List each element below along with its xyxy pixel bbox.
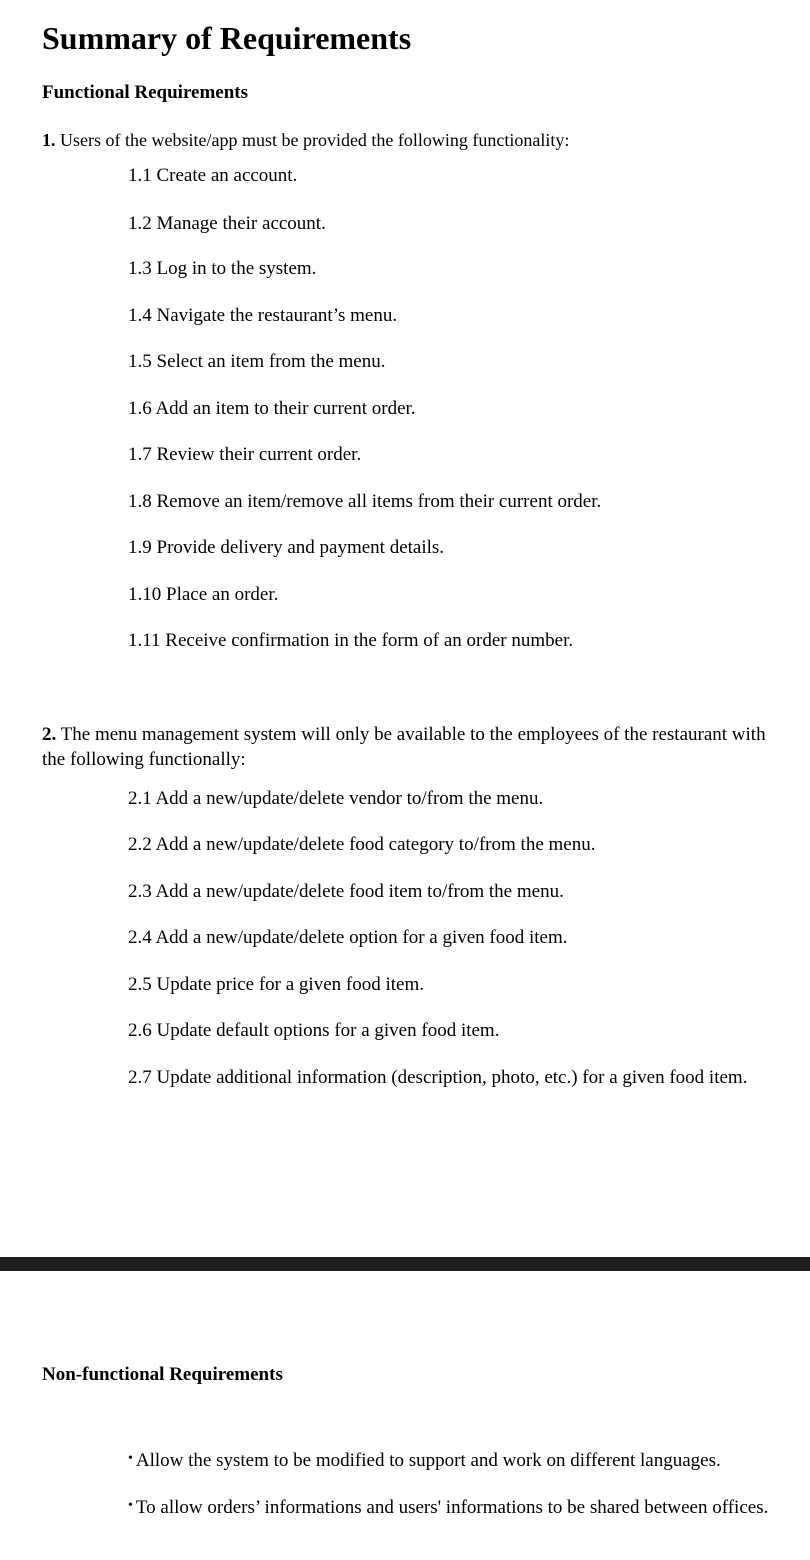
requirement-group-2-intro (42, 722, 782, 772)
requirement-item-2-3: 2.3 Add a new/update/delete food item to/from the menu. (128, 881, 564, 902)
requirement-item-1-11: 1.11 Receive confirmation in the form of an order number. (128, 630, 574, 651)
nonfunctional-item-2 (128, 1494, 768, 1520)
requirement-group-2-number: 2. (42, 724, 57, 745)
page-break-divider (0, 1257, 810, 1271)
requirement-item-1-9: 1.9 Provide delivery and payment details. (128, 537, 445, 558)
requirement-item-1-4: 1.4 Navigate the restaurant’s menu. (128, 305, 398, 326)
requirement-item-2-6: 2.6 Update default options for a given food item. (128, 1020, 500, 1041)
nonfunctional-item-text: Allow the system to be modified to support and work on different languages. (135, 1450, 721, 1471)
requirement-item-1-10: 1.10 Place an order. (128, 584, 279, 605)
requirement-group-1-number: 1. (42, 130, 56, 150)
requirement-group-1-intro (42, 128, 569, 152)
requirement-item-2-7: 2.7 Update additional information (description, photo, etc.) for a given food item. (128, 1067, 748, 1088)
requirement-group-1-text: Users of the website/app must be provided the following functionality: (60, 130, 570, 150)
nonfunctional-requirements-heading: Non-functional Requirements (42, 1364, 283, 1385)
bullet-icon: • (128, 1451, 133, 1466)
nonfunctional-item-text: To allow orders’ informations and users' informations to be shared between offices. (135, 1497, 769, 1518)
requirement-item-1-2: 1.2 Manage their account. (128, 213, 326, 234)
page-title: Summary of Requirements (42, 20, 412, 56)
functional-requirements-heading: Functional Requirements (42, 82, 249, 103)
nonfunctional-item-1 (128, 1447, 721, 1473)
requirement-item-2-5: 2.5 Update price for a given food item. (128, 974, 424, 995)
requirement-item-1-5: 1.5 Select an item from the menu. (128, 351, 386, 372)
bullet-icon: • (128, 1498, 133, 1513)
requirement-item-2-1: 2.1 Add a new/update/delete vendor to/from the menu. (128, 788, 544, 809)
requirement-item-1-3: 1.3 Log in to the system. (128, 258, 317, 279)
requirement-item-1-8: 1.8 Remove an item/remove all items from their current order. (128, 491, 602, 512)
requirement-item-2-2: 2.2 Add a new/update/delete food category to/from the menu. (128, 834, 596, 855)
requirement-item-1-6: 1.6 Add an item to their current order. (128, 398, 416, 419)
requirement-group-2-text: The menu management system will only be available to the employees of the restaurant with the following functionally: (42, 724, 766, 770)
requirement-item-1-7: 1.7 Review their current order. (128, 444, 362, 465)
requirement-item-1-1: 1.1 Create an account. (128, 165, 298, 186)
requirement-item-2-4: 2.4 Add a new/update/delete option for a given food item. (128, 927, 568, 948)
